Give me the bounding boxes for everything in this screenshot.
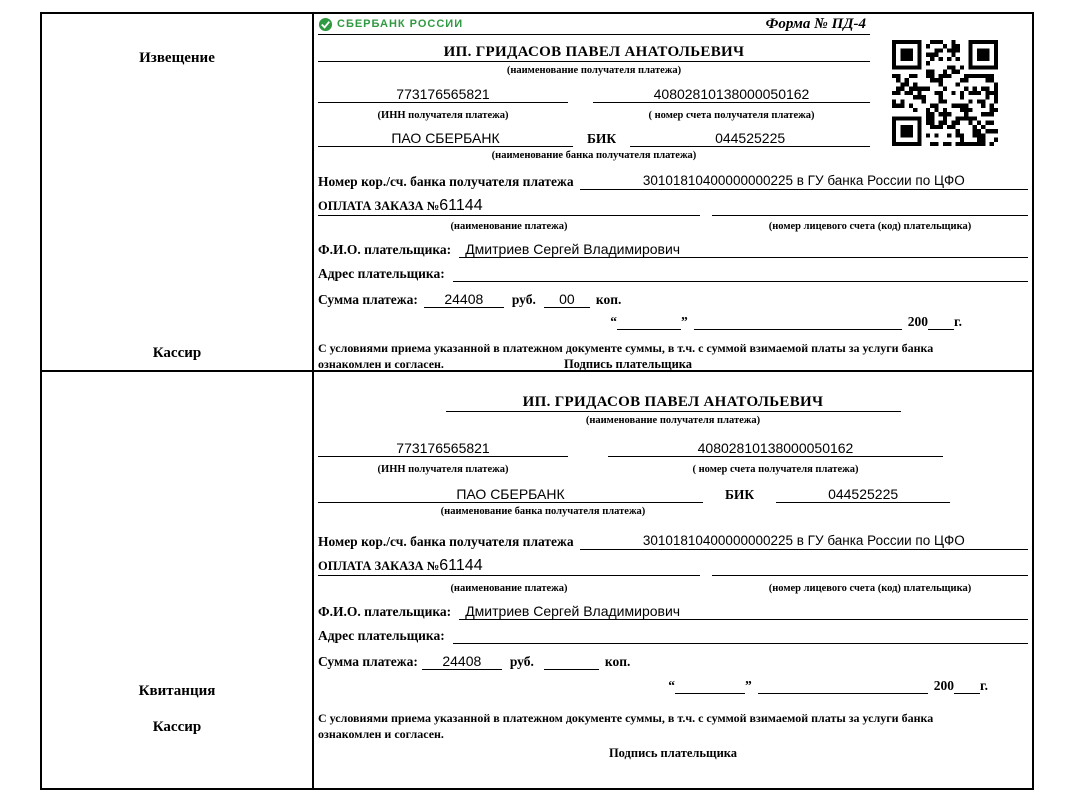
sum-label: Сумма платежа: (318, 292, 418, 307)
purpose-field (318, 557, 700, 576)
date-row (318, 670, 1028, 694)
payer-address-field (453, 627, 1028, 644)
payer-name-label: Ф.И.О. плательщика: (318, 242, 452, 257)
payer-address-row (318, 620, 1028, 644)
notice-form-area (314, 14, 1032, 372)
caption-purpose: (наименование платежа) (450, 221, 568, 233)
caption-account: ( номер счета получателя платежа) (692, 464, 859, 476)
pd4-form (40, 12, 1034, 790)
sum-kop-field (544, 653, 599, 670)
personal-account-field (712, 199, 1028, 216)
payer-address-label: Адрес плательщика: (318, 628, 445, 643)
caption-payee-name: (наименование получателя платежа) (506, 65, 682, 76)
quote-close: ” (745, 678, 752, 693)
quote-open: “ (610, 314, 618, 329)
bik-value: 044525225 (630, 130, 870, 147)
caption-account: ( номер счета получателя платежа) (648, 110, 815, 122)
purpose-number: 61144 (439, 197, 483, 214)
corr-account-row (318, 526, 1028, 550)
sum-rub-value: 24408 (422, 653, 502, 670)
payee-name-row (318, 386, 1028, 412)
notice-label: Извещение (139, 50, 215, 66)
cashier-label-bottom: Кассир (152, 719, 202, 735)
date-day-field (675, 677, 745, 694)
payer-name-row (318, 596, 1028, 620)
terms-line2: ознакомлен и согласен. (318, 727, 444, 742)
bank-name-value: ПАО СБЕРБАНК (318, 486, 703, 503)
inn-account-captions (318, 103, 870, 123)
sum-row (318, 282, 1028, 308)
year-suffix: г. (980, 678, 988, 693)
terms-line1: С условиями приема указанной в платежном документе суммы, в т.ч. с суммой взимаемой платы за услуги банка (318, 341, 934, 355)
payee-name: ИП. ГРИДАСОВ ПАВЕЛ АНАТОЛЬЕВИЧ (446, 394, 901, 412)
payee-account-value: 40802810138000050162 (593, 86, 870, 103)
caption-inn: (ИНН получателя платежа) (377, 464, 509, 476)
form-header (318, 14, 870, 35)
payer-name-row (318, 234, 1028, 258)
quote-open: “ (668, 678, 676, 693)
terms-line1: С условиями приема указанной в платежном документе суммы, в т.ч. с суммой взимаемой платы за услуги банка (318, 711, 934, 725)
sum-row (318, 644, 1028, 670)
purpose-row (318, 550, 1028, 576)
year-prefix: 200 (933, 678, 955, 693)
date-year-field (954, 677, 980, 694)
corr-account-row (318, 166, 1028, 190)
sberbank-logo-text: СБЕРБАНК РОССИИ (337, 18, 464, 30)
kop-label: коп. (604, 654, 631, 669)
payer-signature-label: Подпись плательщика (608, 746, 738, 761)
sum-rub-value: 24408 (424, 291, 504, 308)
date-month-field (694, 313, 902, 330)
quote-close: ” (681, 314, 688, 329)
bik-label: БИК (587, 131, 617, 146)
sberbank-logo-icon (318, 17, 333, 32)
rub-label: руб. (511, 292, 536, 307)
purpose-label: ОПЛАТА ЗАКАЗА № (318, 559, 440, 573)
terms-block (318, 340, 1028, 372)
qr-code (892, 40, 998, 146)
payer-name-value: Дмитриев Сергей Владимирович (459, 241, 1028, 258)
sberbank-logo (318, 17, 463, 32)
corr-account-value: 30101810400000000225 в ГУ банка России по ЦФО (580, 173, 1028, 190)
sum-label: Сумма платежа: (318, 654, 418, 669)
purpose-row (318, 190, 1028, 216)
receipt-form-area (314, 372, 1032, 788)
inn-account-row (318, 81, 870, 103)
receipt-stub (42, 372, 314, 788)
date-month-field (758, 677, 928, 694)
payer-signature-label: Подпись плательщика (563, 357, 693, 372)
bank-name-value: ПАО СБЕРБАНК (318, 130, 573, 147)
caption-bank: (наименование банка получателя платежа) (440, 506, 646, 517)
payee-name-row (318, 35, 870, 62)
payer-address-label: Адрес плательщика: (318, 266, 445, 281)
inn-account-captions (318, 457, 943, 477)
purpose-captions (318, 216, 1028, 234)
inn-account-row (318, 433, 943, 457)
purpose-captions (318, 576, 1028, 596)
receipt-label: Квитанция (138, 683, 216, 699)
terms-line2-row (318, 356, 1028, 372)
bik-label: БИК (725, 487, 755, 502)
payer-address-field (453, 265, 1028, 282)
caption-purpose: (наименование платежа) (450, 583, 568, 595)
payer-name-value: Дмитриев Сергей Владимирович (459, 603, 1028, 620)
payer-name-label: Ф.И.О. плательщика: (318, 604, 452, 619)
date-day-field (617, 313, 681, 330)
personal-account-field (712, 559, 1028, 576)
purpose-number: 61144 (439, 557, 483, 574)
date-row (318, 308, 1028, 330)
caption-payee-name: (наименование получателя платежа) (585, 415, 761, 426)
terms-line2: ознакомлен и согласен. (318, 357, 444, 372)
purpose-label: ОПЛАТА ЗАКАЗА № (318, 199, 440, 213)
sum-kop-value: 00 (544, 291, 590, 308)
payer-address-row (318, 258, 1028, 282)
cashier-label-top: Кассир (152, 345, 202, 361)
caption-bank: (наименование банка получателя платежа) (491, 150, 697, 161)
payee-name: ИП. ГРИДАСОВ ПАВЕЛ АНАТОЛЬЕВИЧ (443, 44, 745, 60)
form-number: Форма № ПД-4 (765, 15, 866, 32)
kop-label: коп. (595, 292, 622, 307)
corr-account-value: 30101810400000000225 в ГУ банка России по ЦФО (580, 533, 1028, 550)
year-prefix: 200 (907, 314, 929, 329)
caption-inn: (ИНН получателя платежа) (377, 110, 509, 122)
payee-account-value: 40802810138000050162 (608, 440, 943, 457)
corr-account-label: Номер кор./сч. банка получателя платежа (318, 174, 574, 189)
bik-value: 044525225 (776, 486, 950, 503)
purpose-field (318, 197, 700, 216)
terms-block (318, 710, 1028, 742)
corr-account-label: Номер кор./сч. банка получателя платежа (318, 534, 574, 549)
caption-personal-account: (номер лицевого счета (код) плательщика) (768, 583, 972, 595)
bank-row (318, 123, 870, 147)
payee-inn-value: 773176565821 (318, 86, 568, 103)
rub-label: руб. (509, 654, 534, 669)
caption-personal-account: (номер лицевого счета (код) плательщика) (768, 221, 972, 233)
date-year-field (928, 313, 954, 330)
year-suffix: г. (954, 314, 962, 329)
notice-stub (42, 14, 314, 372)
payee-inn-value: 773176565821 (318, 440, 568, 457)
bank-row (318, 477, 950, 503)
